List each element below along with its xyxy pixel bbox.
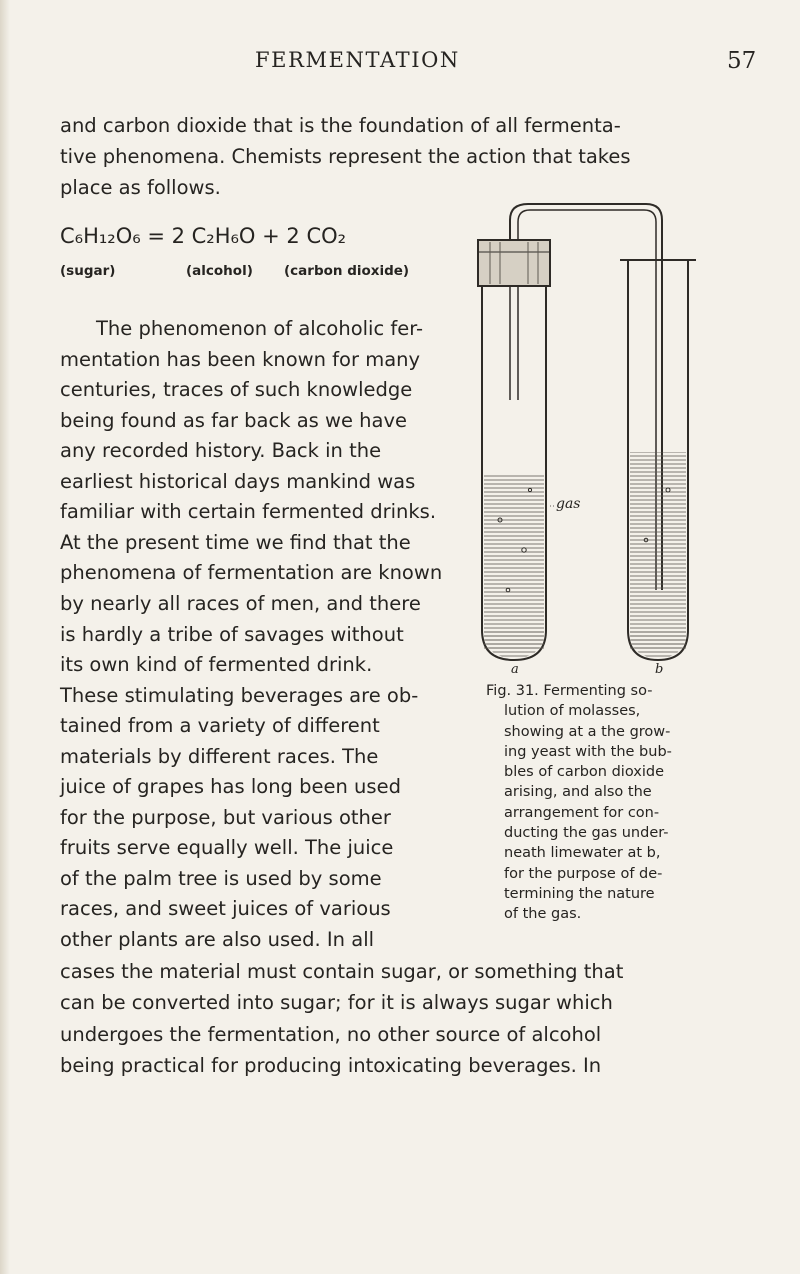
label-gas: gas (556, 496, 581, 512)
caption-line: arrangement for con- (504, 804, 660, 821)
text-line: races, and sweet juices of various (60, 897, 391, 921)
text-line: other plants are also used. In all (60, 928, 375, 951)
caption-line: neath limewater at b, (504, 845, 661, 862)
text-line: for the purpose, but various other (60, 805, 391, 829)
text-line: place as follows. (60, 176, 221, 199)
caption-line: bles of carbon dioxide (504, 764, 664, 781)
equation-label-carbon-dioxide: (carbon dioxide) (284, 263, 410, 279)
text-line: and carbon dioxide that is the foundation of all fermenta- (60, 114, 621, 137)
text-line: is hardly a tribe of savages without (60, 622, 404, 646)
caption-line: lution of molasses, (504, 703, 641, 720)
figure-fermentation-apparatus (470, 190, 710, 680)
label-b: b (655, 662, 664, 677)
text-line: The phenomenon of alcoholic fer- (96, 317, 424, 340)
label-a: a (511, 662, 519, 677)
stopper-icon (478, 240, 550, 286)
text-line: its own kind of fermented drink. (60, 653, 373, 677)
text-line: by nearly all races of men, and there (60, 591, 421, 615)
figure-caption (486, 681, 712, 925)
equation-label-sugar: (sugar) (60, 263, 116, 279)
text-line: phenomena of fermentation are known (60, 561, 443, 585)
text-line: tive phenomena. Chemists represent the action that takes (60, 145, 631, 168)
text-line: mentation has been known for many (60, 347, 421, 371)
text-line: materials by different races. The (60, 744, 379, 768)
caption-line: of the gas. (504, 906, 582, 923)
text-line: juice of grapes has long been used (60, 775, 401, 799)
caption-line: Fig. 31. Fermenting so- (486, 683, 653, 699)
caption-line: for the purpose of de- (504, 865, 663, 882)
text-line: can be converted into sugar; for it is always sugar which (60, 991, 613, 1015)
tube-a (478, 240, 550, 660)
text-line: tained from a variety of different (60, 714, 380, 738)
text-line: earliest historical days mankind was (60, 469, 416, 493)
chemical-equation: C₆H₁₂O₆ = 2 C₂H₆O + 2 CO₂ (60, 224, 347, 248)
text-line: undergoes the fermentation, no other source of alcohol (60, 1022, 602, 1046)
text-line: cases the material must contain sugar, or something that (60, 960, 624, 983)
text-line: At the present time we find that the (60, 530, 411, 554)
tube-b (620, 260, 696, 660)
caption-line: showing at a the grow- (504, 723, 671, 740)
page-header (0, 48, 800, 78)
caption-line: arising, and also the (504, 784, 652, 801)
text-line: These stimulating beverages are ob- (60, 683, 419, 707)
running-head: FERMENTATION (255, 48, 460, 72)
caption-lines (486, 681, 712, 925)
caption-line: termining the nature (504, 885, 655, 902)
text-line: fruits serve equally well. The juice (60, 836, 394, 860)
caption-line: ducting the gas under- (504, 825, 669, 842)
page-number: 57 (727, 48, 757, 74)
equation-label-alcohol: (alcohol) (186, 263, 253, 279)
text-line: familiar with certain fermented drinks. (60, 500, 437, 524)
caption-line: ing yeast with the bub- (504, 743, 672, 760)
text-line: of the palm tree is used by some (60, 866, 382, 890)
apparatus-drawing (470, 190, 710, 680)
text-line: being practical for producing intoxicating beverages. In (60, 1053, 602, 1077)
text-line: centuries, traces of such knowledge (60, 378, 413, 402)
text-line: being found as far back as we have (60, 408, 407, 432)
page-gutter-shadow (0, 0, 10, 1274)
text-line: any recorded history. Back in the (60, 439, 382, 463)
